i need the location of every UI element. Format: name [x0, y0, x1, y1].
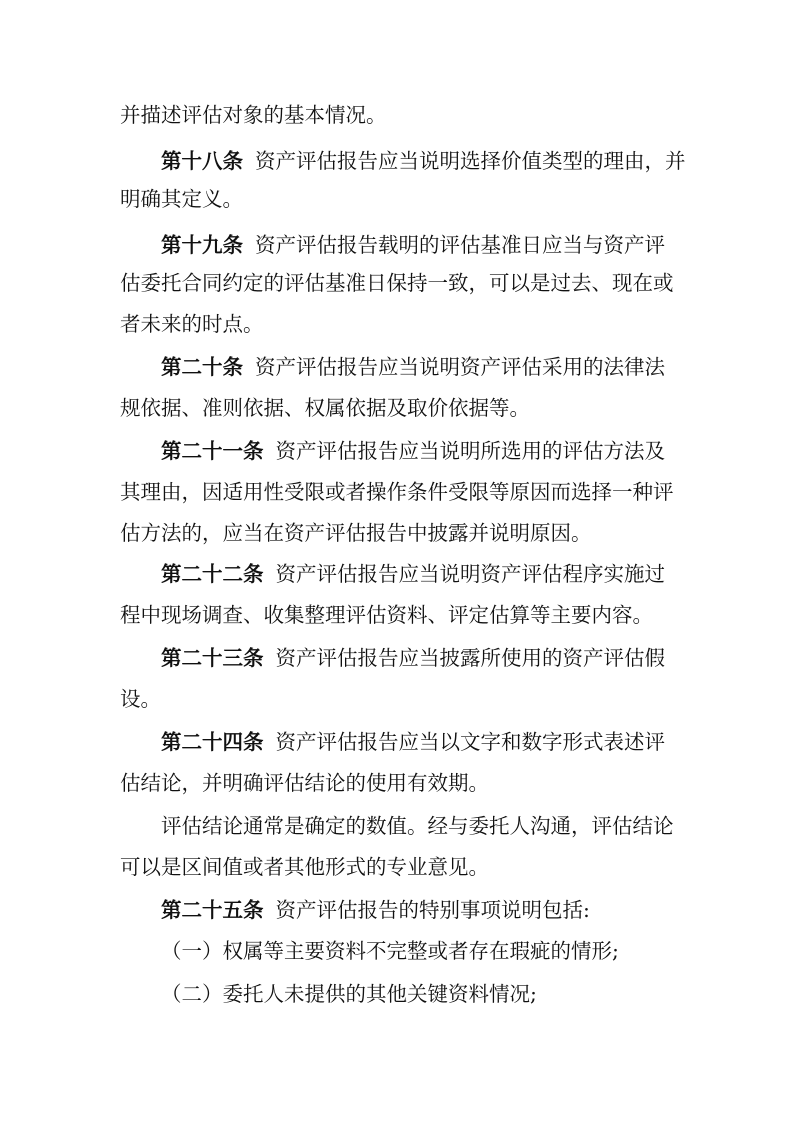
article-number: 第二十条 [161, 355, 243, 379]
text-line-18: 评估结论通常是确定的数值。经与委托人沟通，评估结论 [161, 814, 674, 838]
article-21-heading-line: 第二十一条 资产评估报告应当说明所选用的评估方法及 [161, 439, 665, 463]
article-20-heading-line: 第二十条 资产评估报告应当说明资产评估采用的法律法 [161, 355, 665, 379]
article-number: 第二十三条 [161, 646, 264, 670]
list-item-2: （二）委托人未提供的其他关键资料情况; [161, 982, 537, 1006]
article-22-heading-line: 第二十二条 资产评估报告应当说明资产评估程序实施过 [161, 562, 665, 586]
text-line-3: 明确其定义。 [120, 187, 243, 211]
article-23-heading-line: 第二十三条 资产评估报告应当披露所使用的资产评估假 [161, 646, 665, 670]
article-number: 第二十五条 [161, 898, 264, 922]
article-number: 第十九条 [161, 233, 243, 257]
text-line-8: 规依据、准则依据、权属依据及取价依据等。 [120, 396, 530, 420]
text-line-11: 估方法的，应当在资产评估报告中披露并说明原因。 [120, 521, 592, 545]
article-number: 第十八条 [161, 149, 243, 173]
text-line-6: 者未来的时点。 [120, 312, 264, 336]
article-19-heading-line: 第十九条 资产评估报告载明的评估基准日应当与资产评 [161, 233, 665, 257]
text-line-15: 设。 [120, 687, 161, 711]
text-line-1: 并描述评估对象的基本情况。 [120, 103, 387, 127]
article-18-heading-line: 第十八条 资产评估报告应当说明选择价值类型的理由，并 [161, 149, 686, 173]
list-item-1: （一）权属等主要资料不完整或者存在瑕疵的情形; [161, 939, 619, 963]
text-line-19: 可以是区间值或者其他形式的专业意见。 [120, 855, 489, 879]
article-number: 第二十一条 [161, 439, 264, 463]
text-line-13: 程中现场调查、收集整理评估资料、评定估算等主要内容。 [120, 603, 653, 627]
text-line-10: 其理由，因适用性受限或者操作条件受限等原因而选择一种评 [120, 480, 674, 504]
article-number: 第二十四条 [161, 730, 264, 754]
article-24-heading-line: 第二十四条 资产评估报告应当以文字和数字形式表述评 [161, 730, 665, 754]
text-line-5: 估委托合同约定的评估基准日保持一致，可以是过去、现在或 [120, 271, 674, 295]
article-number: 第二十二条 [161, 562, 264, 586]
article-25-heading-line: 第二十五条 资产评估报告的特别事项说明包括: [161, 898, 590, 922]
text-line-17: 估结论，并明确评估结论的使用有效期。 [120, 771, 489, 795]
